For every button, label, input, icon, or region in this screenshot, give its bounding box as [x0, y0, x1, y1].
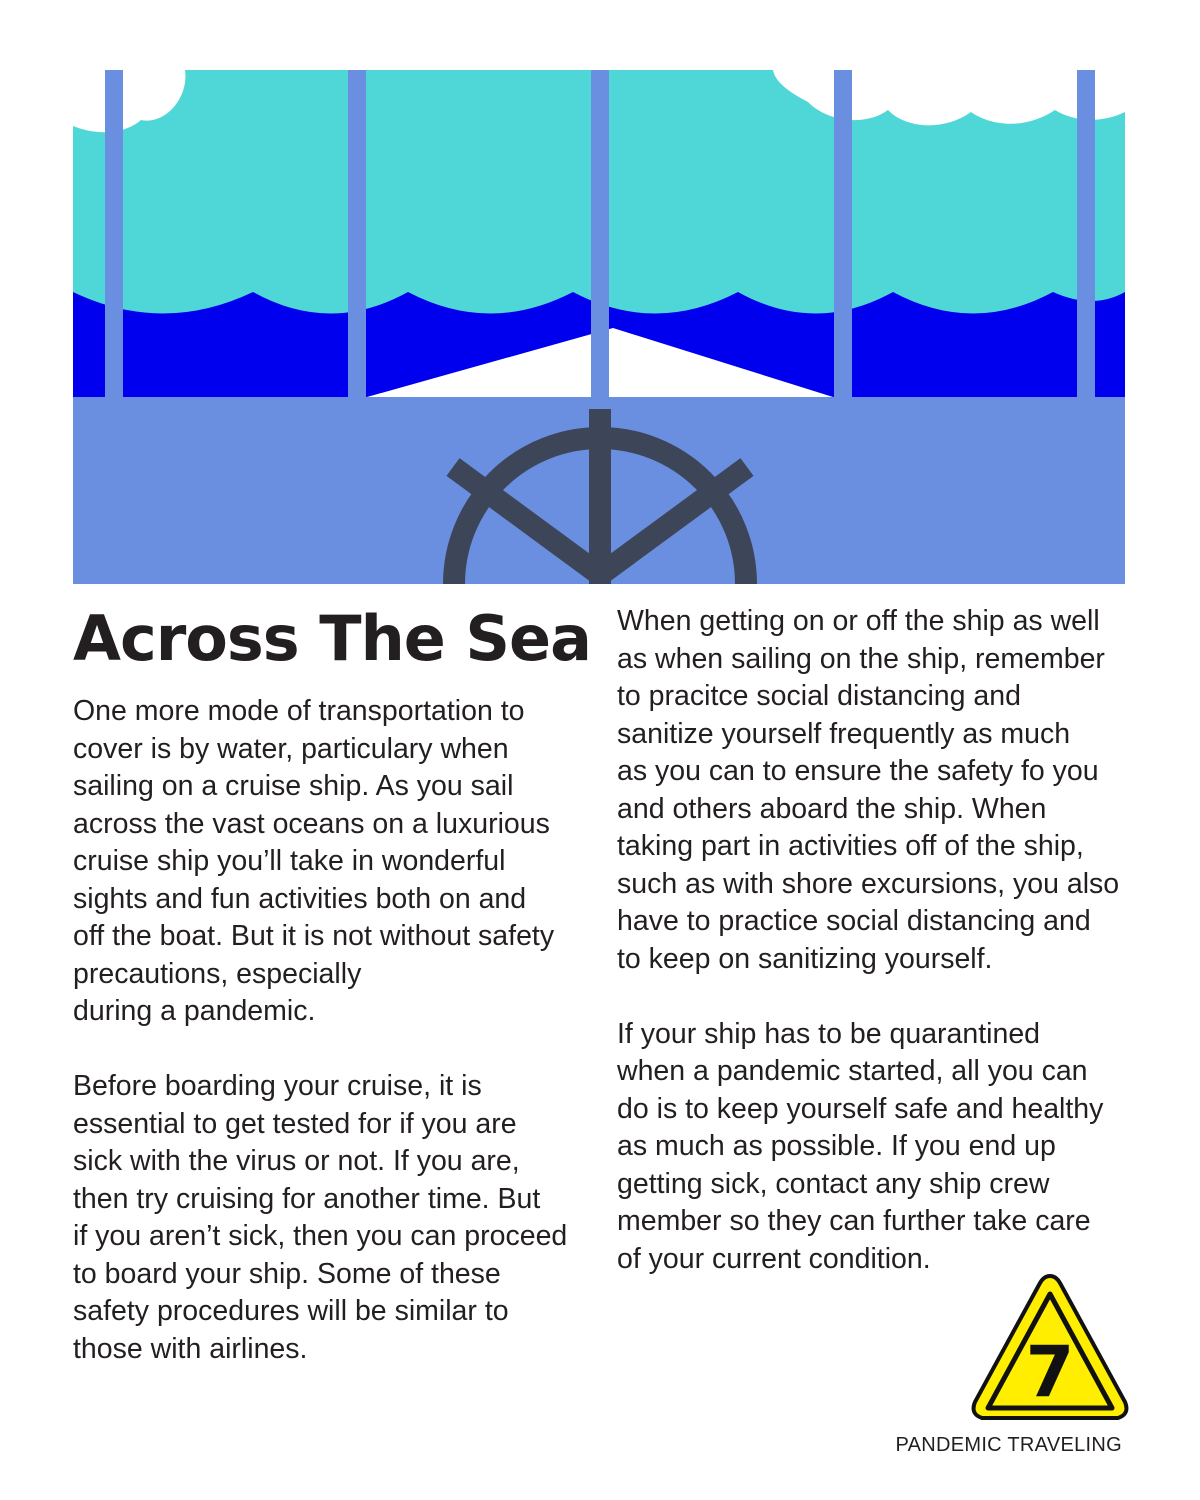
railing-post: [348, 70, 366, 400]
left-column: [73, 693, 593, 1368]
body-paragraph: If your ship has to be quarantined when a pandemic started, all you can do is to keep yourself safe and healthy as much as possible. If you end up getting sick, contact any ship crew member so they can further take care of your current condition.: [617, 1017, 1104, 1275]
footer-section-label: PANDEMIC TRAVELING: [895, 1434, 1122, 1456]
railing-post: [1077, 70, 1095, 400]
hero-illustration: [73, 70, 1125, 584]
page-title: Across The Sea: [73, 602, 591, 675]
railing-post: [591, 70, 609, 400]
railing-post: [834, 70, 852, 400]
warning-triangle-icon: [970, 1272, 1130, 1426]
body-paragraph: One more mode of transportation to cover is by water, particulary when sailing on a cruise ship. As you sail across the vast oceans on a luxurious cruise ship you’ll take in wonderful sights and fun activities both on and off the boat. But it is not without safety precautions, especially during a pandemic.: [73, 695, 555, 1027]
body-paragraph: Before boarding your cruise, it is essential to get tested for if you are sick with the virus or not. If you are, then try cruising for another time. But if you aren’t sick, then you can proceed to board your ship. Some of these safety procedures will be similar to those with airlines.: [73, 1070, 568, 1365]
body-paragraph: When getting on or off the ship as well as when sailing on the ship, remember to pracitce social distancing and sanitize yourself frequently as much as you can to ensure the safety fo you and others aboard the ship. When taking part in activities off of the ship, such as with shore excursions, you also have to practice social distancing and to keep on sanitizing yourself.: [617, 605, 1120, 975]
right-column: [617, 603, 1137, 1278]
page-number: 7: [1025, 1331, 1075, 1413]
railing-post: [105, 70, 123, 400]
